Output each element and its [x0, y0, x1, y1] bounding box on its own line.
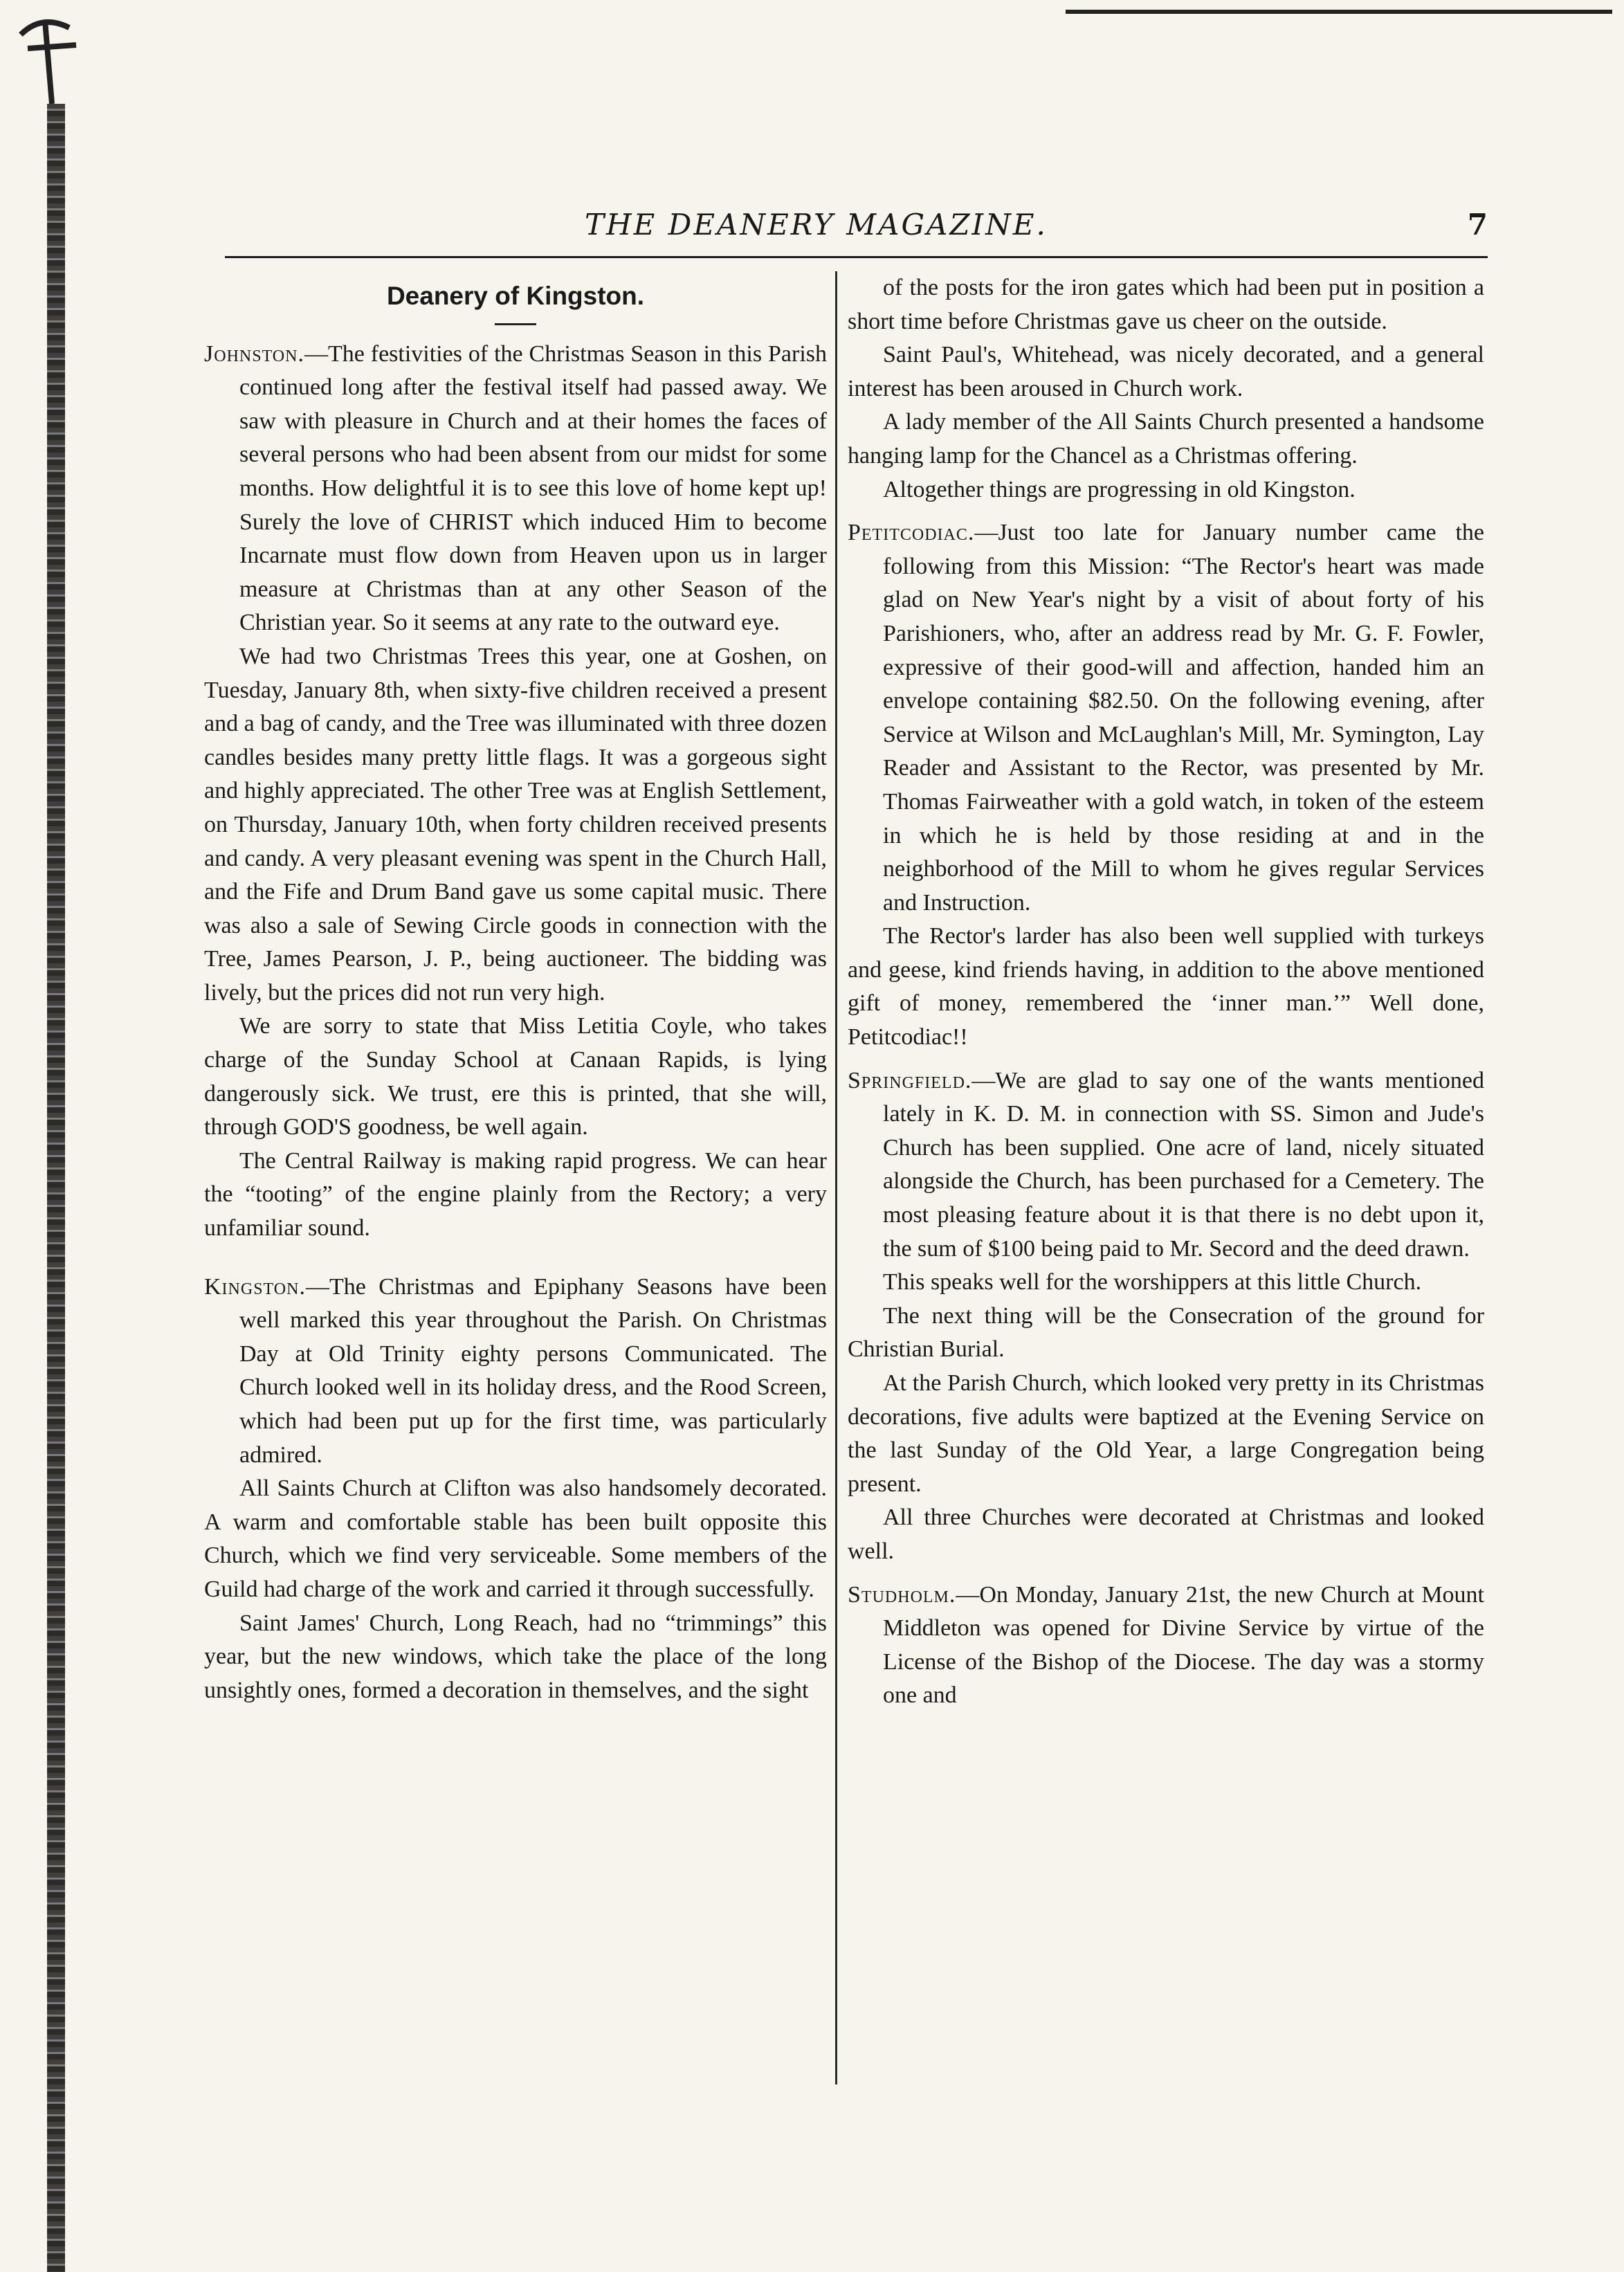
place-name: Studholm.: [848, 1581, 956, 1608]
header-rule: [225, 256, 1488, 258]
paragraph: A lady member of the All Saints Church presented a handsome hanging lamp for the Chancel as a Christmas offering.: [848, 409, 1484, 469]
heading-rule: [495, 323, 536, 325]
section-heading: Deanery of Kingston.: [386, 282, 645, 310]
paragraph: —Just too late for January number came the following from this Mission: “The Rector's heart was made glad on New Year's night by a visit of about forty of his Parishioners, who, after an address read by Mr. G. F. Fowler, expressive of their good-will and affection, handed him an envelope containing $82.50. On the following evening, after Service at Wilson and McLaughlan's Mill, Mr. Symington, Lay Reader and Assistant to the Rector, was presented by Mr. Thomas Fairweather with a gold watch, in token of the esteem in which he is held by those residing at and in the neighborhood of the Mill to whom he gives regular Services and Instruction.: [883, 520, 1484, 916]
paragraph: All Saints Church at Clifton was also handsomely decorated. A warm and comfortable stable has been built opposite this Church, which we find very serviceable. Some members of the Guild had charge of the work and carried it through successfully.: [204, 1475, 827, 1602]
page-header: [225, 208, 1488, 251]
article-springfield: [848, 1064, 1484, 1266]
paragraph: All three Churches were decorated at Christmas and looked well.: [848, 1505, 1484, 1564]
top-border-rule: [1066, 10, 1612, 14]
paragraph: We had two Christmas Trees this year, one at Goshen, on Tuesday, January 8th, when sixty-five children received a present and a bag of candy, and the Tree was illuminated with three dozen candles besides many pretty little flags. It was a gorgeous sight and highly appreciated. The other Tree was at English Settlement, on Thursday, January 10th, when forty children received presents and candy. A very pleasant evening was spent in the Church Hall, and the Fife and Drum Band gave us some capital music. There was also a sale of Sewing Circle goods in connection with the Tree, James Pearson, J. P., being auctioneer. The bidding was lively, but the prices did not run very high.: [204, 643, 827, 1006]
place-name: Kingston.: [204, 1273, 306, 1300]
paragraph: —The festivities of the Christmas Season in this Parish continued long after the festival itself had passed away. We saw with pleasure in Church and at their homes the faces of several persons who had been absent from our midst for some months. How delightful it is to see this love of home kept up! Surely the love of CHRIST which induced Him to become Incarnate must flow down from Heaven upon us in larger measure at Christmas than at any other Season of the Christian year. So it seems at any rate to the outward eye.: [239, 340, 827, 636]
paragraph: This speaks well for the worshippers at this little Church.: [883, 1269, 1422, 1296]
right-column: [848, 271, 1484, 1713]
article-kingston: [204, 1271, 827, 1473]
paragraph: Saint Paul's, Whitehead, was nicely decorated, and a general interest has been aroused in Church work.: [848, 342, 1484, 401]
paragraph: Altogether things are progressing in old Kingston.: [883, 476, 1356, 502]
place-name: Springfield.: [848, 1067, 972, 1093]
article-petitcodiac: [848, 516, 1484, 920]
ink-mark-icon: [14, 7, 97, 111]
paragraph: —The Christmas and Epiphany Seasons have been well marked this year throughout the Parish. On Christmas Day at Old Trinity eighty persons Communicated. The Church looked well in its holiday dress, and the Rood Screen, which had been put up for the first time, was particularly admired.: [239, 1273, 827, 1468]
paragraph: The next thing will be the Consecration of the ground for Christian Burial.: [848, 1302, 1484, 1363]
place-name: Petitcodiac.: [848, 520, 975, 546]
binding-edge: [47, 104, 65, 2272]
page-number: 7: [1467, 208, 1488, 242]
paragraph: of the posts for the iron gates which had been put in position a short time before Christmas gave us cheer on the outside.: [848, 275, 1484, 334]
paragraph: The Central Railway is making rapid progress. We can hear the “tooting” of the engine plainly from the Rectory; a very unfamiliar sound.: [204, 1147, 827, 1242]
paragraph: —We are glad to say one of the wants mentioned lately in K. D. M. in connection with SS. Simon and Jude's Church has been supplied. One acre of land, nicely situated alongside the Church, has been purchased for a Cemetery. The most pleasing feature about it is that there is no debt upon it, the sum of $100 being paid to Mr. Secord and the deed drawn.: [883, 1067, 1484, 1262]
column-divider: [835, 271, 837, 2084]
paragraph: The Rector's larder has also been well supplied with turkeys and geese, kind friends having, in addition to the above mentioned gift of money, remembered the ‘inner man.’” Well done, Petitcodiac!!: [848, 923, 1484, 1051]
paragraph: We are sorry to state that Miss Letitia Coyle, who takes charge of the Sunday School at Canaan Rapids, is lying dangerously sick. We trust, ere this is printed, that she will, through GOD'S goodness, be well again.: [204, 1013, 827, 1140]
paragraph: —On Monday, January 21st, the new Church at Mount Middleton was opened for Divine Service by virtue of the License of the Bishop of the Diocese. The day was a stormy one and: [883, 1581, 1484, 1709]
paragraph: Saint James' Church, Long Reach, had no “trimmings” this year, but the new windows, which take the place of the long unsightly ones, formed a decoration in themselves, and the sight: [204, 1610, 827, 1703]
article-studholm: [848, 1579, 1484, 1713]
article-johnston: [204, 338, 827, 640]
place-name: Johnston.: [204, 340, 304, 367]
left-column: [204, 271, 827, 1707]
running-title: THE DEANERY MAGAZINE.: [585, 208, 1048, 242]
paragraph: At the Parish Church, which looked very pretty in its Christmas decorations, five adults were baptized at the Evening Service on the last Sunday of the Old Year, a large Congregation being present.: [848, 1370, 1484, 1497]
